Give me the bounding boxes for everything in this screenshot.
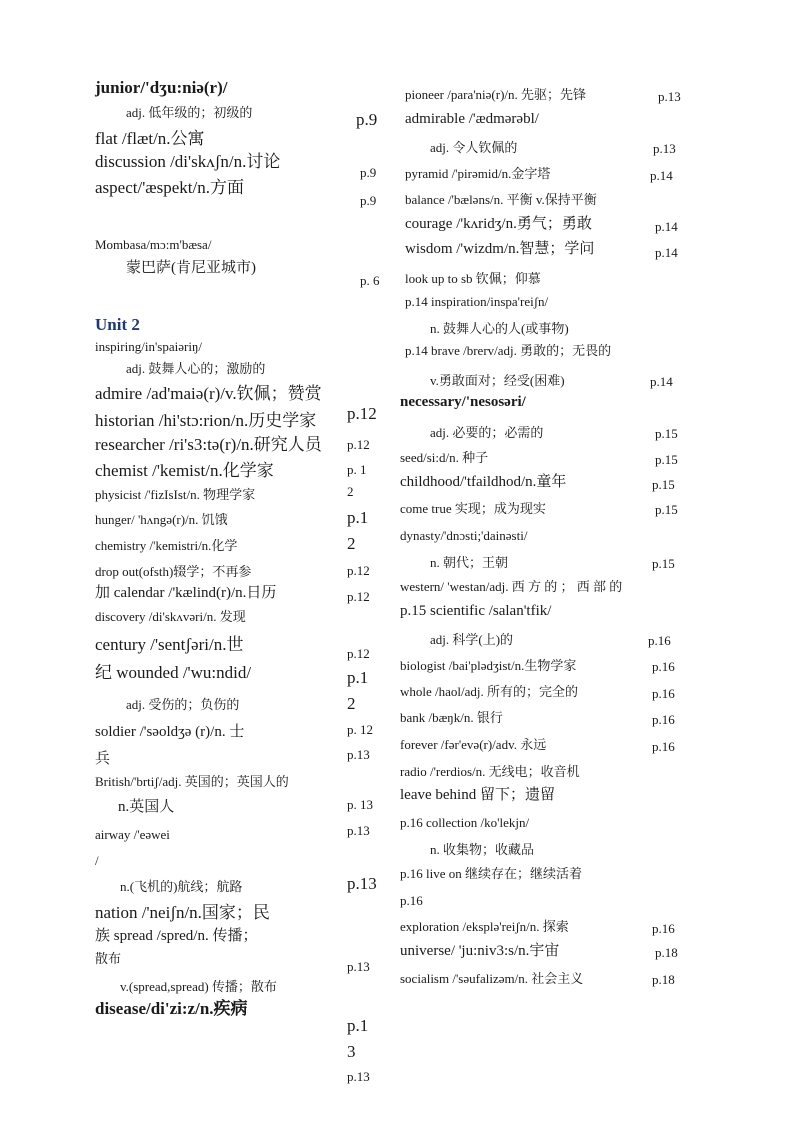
page-ref: p.12 — [347, 589, 370, 604]
definition: 蒙巴萨(肯尼亚城市) — [126, 260, 256, 276]
entry-historian: historian /hi'stɔ:rion/n.历史学家 — [95, 411, 317, 430]
definition: adj. 鼓舞人心的；激励的 — [126, 361, 266, 376]
entry-inspiration: p.14 inspiration/inspa'reiʃn/ — [405, 294, 549, 309]
entry-inspiring: inspiring/in'spaiəriŋ/ — [95, 339, 202, 354]
entry-chemistry: chemistry /'kemistri/n.化学 — [95, 538, 238, 553]
page-ref: p.12 — [347, 404, 377, 423]
entry-chemist: chemist /'kemist/n.化学家 — [95, 461, 274, 480]
definition: adj. 低年级的；初级的 — [126, 105, 253, 120]
page-ref: p.13 — [658, 89, 681, 104]
page-ref: p. 12 — [347, 722, 373, 737]
entry-forever: forever /fər'evə(r)/adv. 永远 — [400, 737, 547, 752]
entry-calendar: 加 calendar /'kælind(r)/n.日历 — [95, 585, 277, 601]
definition: adj. 必要的；必需的 — [430, 425, 544, 440]
definition: adj. 科学(上)的 — [430, 632, 514, 647]
entry-seed: seed/si:d/n. 种子 — [400, 450, 489, 465]
page-ref: p.1 — [347, 1016, 369, 1035]
entry-century: century /'sentʃəri/n.世 — [95, 635, 244, 654]
page-ref: p.14 — [655, 245, 678, 260]
entry-radio: radio /'rerdios/n. 无线电；收音机 — [400, 764, 580, 779]
page-ref: p. 1 — [347, 462, 367, 477]
entry-british: British/'brtiʃ/adj. 英国的；英国人的 — [95, 774, 289, 789]
page-ref: p.14 — [650, 374, 673, 389]
page-ref: p.14 — [650, 168, 673, 183]
page-ref: p.9 — [356, 110, 378, 129]
entry-hunger: hunger/ 'hʌngə(r)/n. 饥饿 — [95, 512, 228, 527]
entry-spread: 族 spread /spred/n. 传播； — [95, 928, 258, 944]
entry-drop-out: drop out(ofsth)辍学；不再参 — [95, 564, 252, 579]
page-ref: p.12 — [347, 646, 370, 661]
page-ref: p.15 — [652, 477, 675, 492]
page-ref: p.13 — [347, 874, 377, 893]
page-ref: p.13 — [347, 823, 370, 838]
entry-physicist: physicist /'fizIsIst/n. 物理学家 — [95, 487, 256, 502]
entry-wisdom: wisdom /'wizdm/n.智慧；学问 — [405, 241, 595, 257]
entry-discovery: discovery /di'skʌvəri/n. 发现 — [95, 609, 246, 624]
page-ref: p.12 — [347, 563, 370, 578]
page-ref: p.15 — [655, 452, 678, 467]
page-ref: 3 — [347, 1042, 356, 1061]
entry-come-true: come true 实现；成为现实 — [400, 501, 546, 516]
page-ref: p.15 — [655, 426, 678, 441]
entry-wounded: 纪 wounded /'wu:ndid/ — [95, 663, 252, 682]
entry-admire: admire /ad'maiə(r)/v.钦佩；赞赏 — [95, 384, 322, 403]
entry-mombasa: Mombasa/mɔ:m'bæsa/ — [95, 237, 212, 252]
entry-universe: universe/ 'ju:niv3:s/n.宇宙 — [400, 943, 560, 959]
entry-biologist: biologist /bai'plədʒist/n.生物学家 — [400, 658, 577, 673]
entry-airway: airway /'eəwei — [95, 827, 170, 842]
entry-junior: junior/'dʒu:niə(r)/ — [95, 78, 228, 97]
definition: adj. 受伤的；负伤的 — [126, 697, 240, 712]
definition: n. 朝代；王朝 — [430, 555, 509, 570]
entry-pioneer: pioneer /para'niə(r)/n. 先驱；先锋 — [405, 87, 587, 102]
definition: n.(飞机的)航线；航路 — [120, 879, 243, 894]
entry-aspect: aspect/'æspekt/n.方面 — [95, 178, 244, 197]
entry-dynasty: dynasty/'dnɔsti;'dainəsti/ — [400, 528, 528, 543]
page-ref: p.18 — [652, 972, 675, 987]
entry-discussion: discussion /di'skʌʃn/n.讨论 — [95, 152, 281, 171]
entry-pyramid: pyramid /'pirəmid/n.金字塔 — [405, 166, 551, 181]
page-ref: p.13 — [347, 747, 370, 762]
entry-airway-slash: / — [95, 853, 99, 868]
page-ref: p.12 — [347, 437, 370, 452]
page-ref: p.16 — [652, 659, 675, 674]
entry-socialism: socialism /'səufalizəm/n. 社会主义 — [400, 971, 584, 986]
entry-disease: disease/di'zi:z/n.疾病 — [95, 999, 248, 1018]
page-ref: 2 — [347, 484, 354, 499]
entry-spread-cont: 散布 — [95, 951, 122, 966]
page-ref: p.9 — [360, 193, 377, 208]
page-ref: p. 6 — [360, 273, 380, 288]
definition: adj. 令人钦佩的 — [430, 140, 518, 155]
page-ref: p.16 — [400, 893, 423, 908]
definition: n.英国人 — [118, 799, 175, 815]
entry-childhood: childhood/'tfaildhod/n.童年 — [400, 474, 567, 490]
entry-look-up-to: look up to sb 钦佩；仰慕 — [405, 271, 541, 286]
page-ref: p.9 — [360, 165, 377, 180]
entry-whole: whole /haol/adj. 所有的；完全的 — [400, 684, 579, 699]
page-ref: p.16 — [648, 633, 671, 648]
page-ref: 2 — [347, 694, 356, 713]
entry-collection: p.16 collection /ko'lekjn/ — [400, 815, 530, 830]
page-ref: p.15 — [652, 556, 675, 571]
definition: n. 鼓舞人心的人(或事物) — [430, 321, 569, 336]
page-ref: p.1 — [347, 508, 369, 527]
entry-courage: courage /'kʌridʒ/n.勇气；勇敢 — [405, 216, 592, 232]
entry-necessary: necessary/'nesosəri/ — [400, 394, 526, 410]
entry-flat: flat /flæt/n.公寓 — [95, 129, 205, 148]
page-ref: p.1 — [347, 668, 369, 687]
page-ref: p. 13 — [347, 797, 373, 812]
page-ref: p.16 — [652, 921, 675, 936]
definition: n. 收集物；收藏品 — [430, 842, 535, 857]
page-ref: p.14 — [655, 219, 678, 234]
entry-researcher: researcher /ri's3:tə(r)/n.研究人员 — [95, 435, 322, 454]
page-ref: p.13 — [347, 1069, 370, 1084]
entry-soldier: soldier /'səoldʒə (r)/n. 士 — [95, 724, 245, 740]
entry-live-on: p.16 live on 继续存在；继续活着 — [400, 866, 582, 881]
definition: v.勇敢面对；经受(困难) — [430, 373, 565, 388]
page-ref: p.15 — [655, 502, 678, 517]
entry-soldier-cont: 兵 — [95, 751, 111, 767]
unit-heading: Unit 2 — [95, 315, 140, 334]
page-ref: p.16 — [652, 712, 675, 727]
definition: v.(spread,spread) 传播；散布 — [120, 979, 277, 994]
page-ref: p.16 — [652, 686, 675, 701]
entry-balance: balance /'bæləns/n. 平衡 v.保持平衡 — [405, 192, 597, 207]
entry-bank: bank /bæŋk/n. 银行 — [400, 710, 503, 725]
entry-admirable: admirable /'ædmərəbl/ — [405, 111, 539, 127]
entry-nation: nation /'neiʃn/n.国家；民 — [95, 903, 270, 922]
page-ref: p.18 — [655, 945, 678, 960]
page-ref: p.16 — [652, 739, 675, 754]
entry-brave: p.14 brave /brerv/adj. 勇敢的；无畏的 — [405, 343, 612, 358]
page-ref: p.13 — [653, 141, 676, 156]
page-ref: p.13 — [347, 959, 370, 974]
entry-exploration: exploration /eksplə'reiʃn/n. 探索 — [400, 919, 569, 934]
page-ref: 2 — [347, 534, 356, 553]
entry-western: western/ 'westan/adj. 西 方 的 ； 西 部 的 — [400, 579, 623, 594]
entry-scientific: p.15 scientific /salan'tfik/ — [400, 603, 552, 619]
entry-leave-behind: leave behind 留下；遗留 — [400, 787, 555, 803]
